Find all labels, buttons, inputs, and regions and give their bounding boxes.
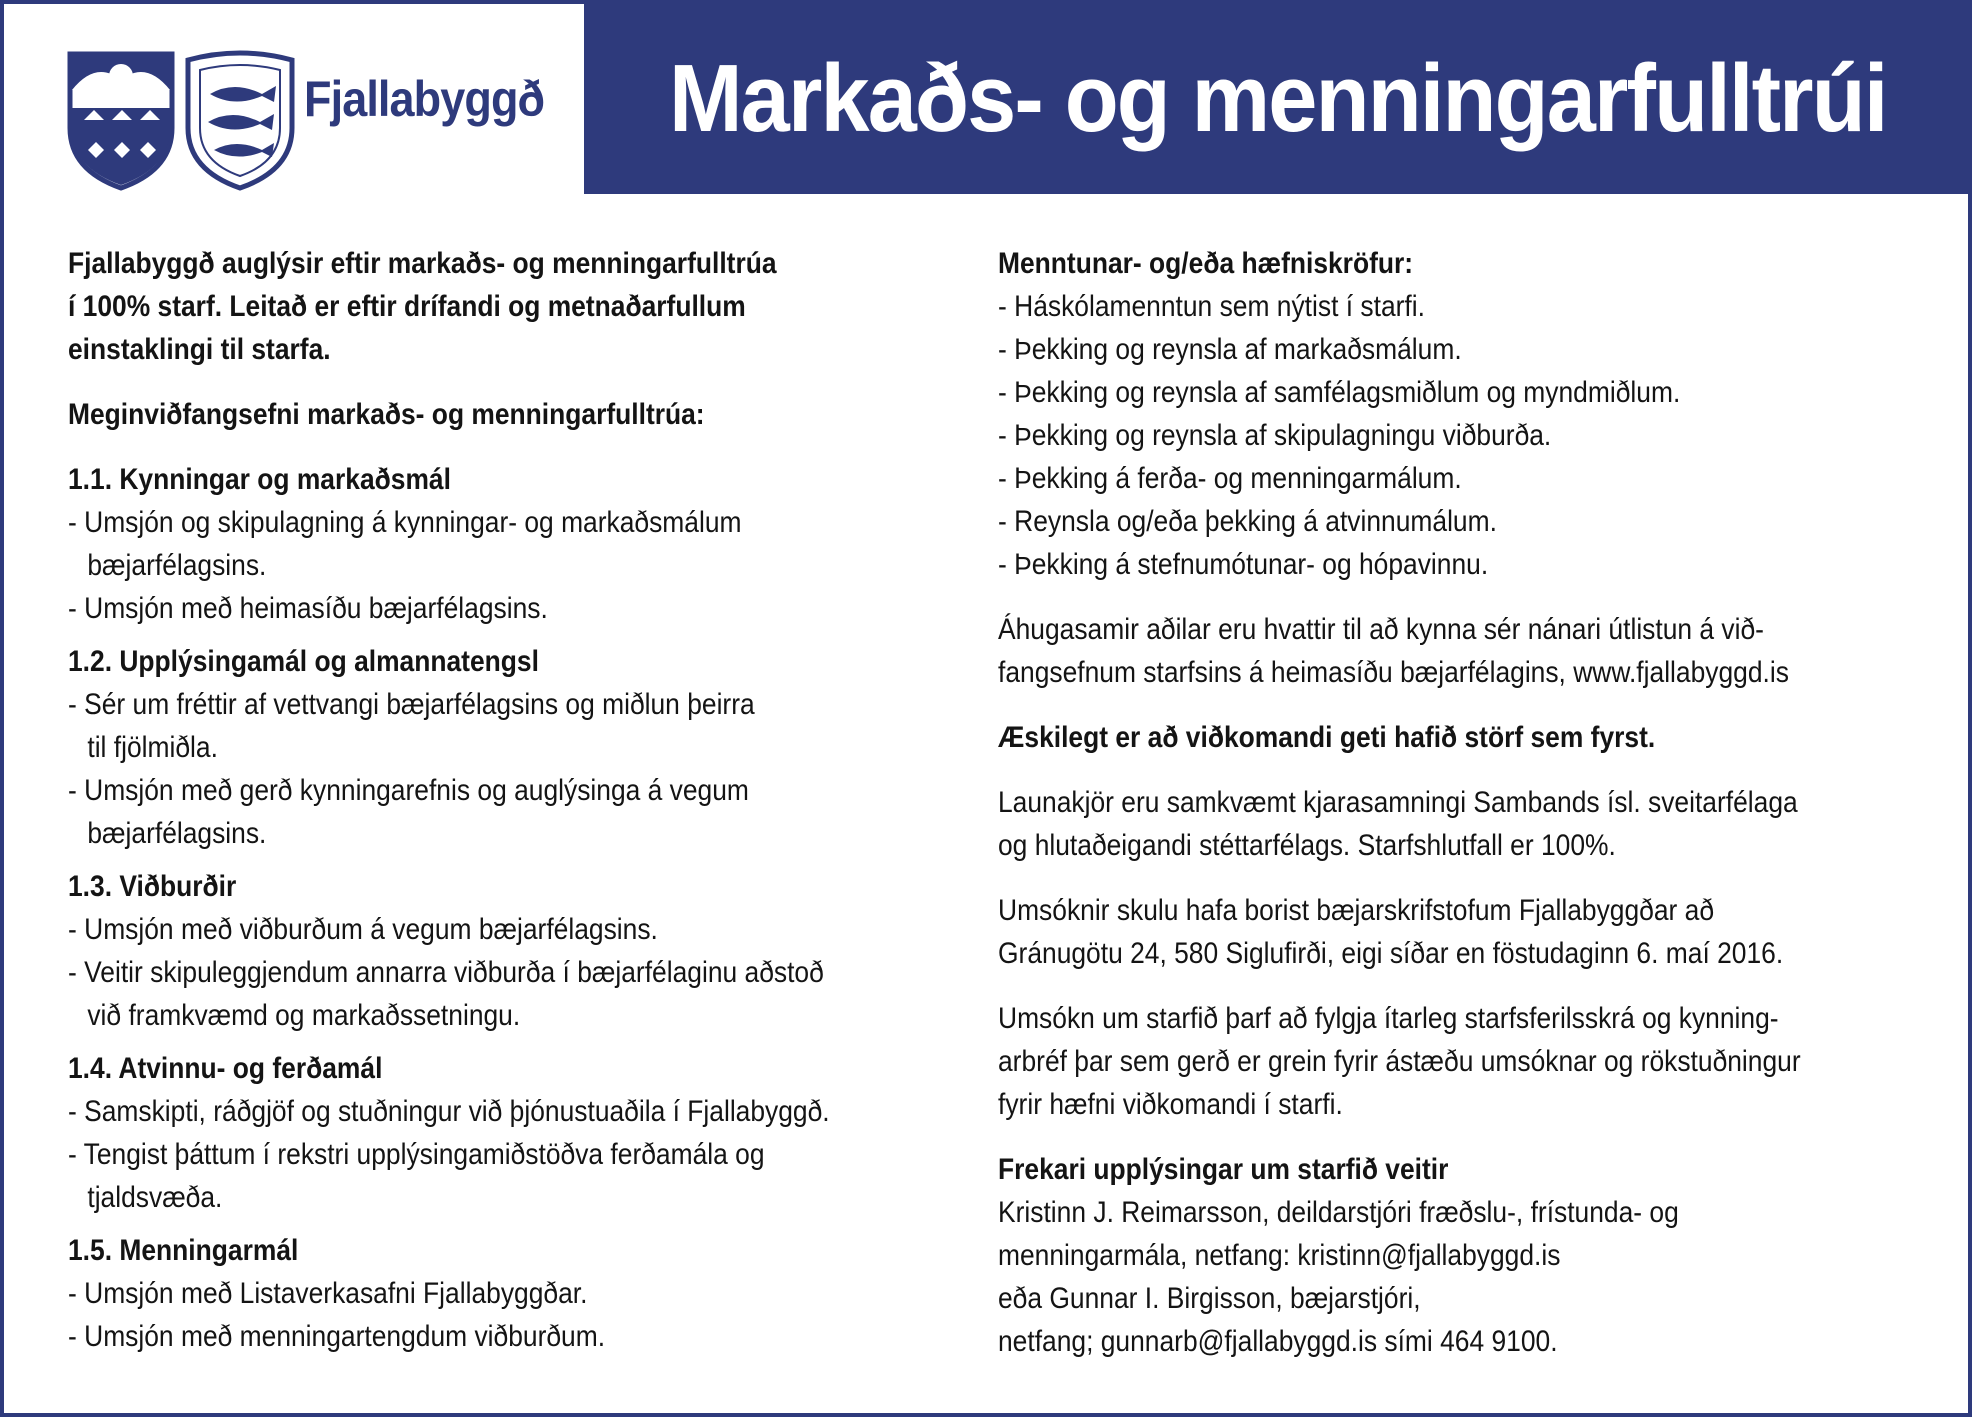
contact-heading: Frekari upplýsingar um starfið veitir bbox=[998, 1153, 1449, 1186]
municipality-logo bbox=[66, 50, 566, 200]
intro-line: Fjallabyggð auglýsir eftir markaðs- og menningarfulltrúa bbox=[68, 247, 777, 280]
item-line: - Umsjón með menningartengdum viðburðum. bbox=[68, 1320, 606, 1353]
info-paragraph bbox=[998, 716, 1931, 759]
paragraph-line: Launakjör eru samkvæmt kjarasamningi Sambands ísl. sveitarfélaga bbox=[998, 786, 1798, 819]
intro-line: einstaklingi til starfa. bbox=[68, 333, 331, 366]
item-line: við framkvæmd og markaðssetningu. bbox=[87, 999, 521, 1032]
intro-line: í 100% starf. Leitað er eftir drífandi og metnaðarfullum bbox=[68, 290, 746, 323]
item-line: bæjarfélagsins. bbox=[87, 817, 267, 850]
main-heading: Meginviðfangsefni markaðs- og menningarfulltrúa: bbox=[68, 398, 705, 431]
contact-line: netfang; gunnarb@fjallabyggd.is sími 464 9100. bbox=[998, 1325, 1558, 1358]
item-line: til fjölmiðla. bbox=[87, 731, 218, 764]
list-item bbox=[68, 683, 939, 769]
paragraph-line: Æskilegt er að viðkomandi geti hafið störf sem fyrst. bbox=[998, 721, 1656, 754]
section-heading: 1.5. Menningarmál bbox=[68, 1234, 299, 1267]
paragraph-line: fangsefnum starfsins á heimasíðu bæjarfélagins, www.fjallabyggd.is bbox=[998, 656, 1789, 689]
contact-line: menningarmála, netfang: kristinn@fjallabyggd.is bbox=[998, 1239, 1561, 1272]
info-paragraphs bbox=[998, 608, 1931, 1126]
requirement-item: - Reynsla og/eða þekking á atvinnumálum. bbox=[998, 505, 1497, 538]
section-block bbox=[68, 1229, 939, 1358]
page-title: Markaðs- og menningarfulltrúi bbox=[669, 45, 1887, 152]
paragraph-line: Áhugasamir aðilar eru hvattir til að kynna sér nánari útlistun á við- bbox=[998, 613, 1764, 646]
item-line: - Umsjón og skipulagning á kynningar- og markaðsmálum bbox=[68, 506, 742, 539]
section-block bbox=[68, 865, 939, 1037]
paragraph-line: Gránugötu 24, 580 Siglufirði, eigi síðar en föstudaginn 6. maí 2016. bbox=[998, 937, 1784, 970]
item-line: tjaldsvæða. bbox=[87, 1181, 223, 1214]
requirement-item: - Þekking og reynsla af skipulagningu viðburða. bbox=[998, 419, 1552, 452]
item-line: - Samskipti, ráðgjöf og stuðningur við þjónustuaðila í Fjallabyggð. bbox=[68, 1095, 830, 1128]
section-heading: 1.3. Viðburðir bbox=[68, 870, 237, 903]
section-heading: 1.2. Upplýsingamál og almannatengsl bbox=[68, 645, 539, 678]
item-line: bæjarfélagsins. bbox=[87, 549, 267, 582]
intro-text bbox=[68, 242, 939, 371]
requirement-item: - Þekking og reynsla af markaðsmálum. bbox=[998, 333, 1462, 366]
item-line: - Sér um fréttir af vettvangi bæjarfélagsins og miðlun þeirra bbox=[68, 688, 755, 721]
title-banner bbox=[584, 4, 1972, 194]
list-item bbox=[68, 1133, 939, 1219]
section-heading: 1.4. Atvinnu- og ferðamál bbox=[68, 1052, 383, 1085]
list-item bbox=[68, 951, 939, 1037]
section-block bbox=[68, 640, 939, 855]
paragraph-line: Umsóknir skulu hafa borist bæjarskrifstofum Fjallabyggðar að bbox=[998, 894, 1715, 927]
right-column bbox=[998, 242, 1931, 1363]
list-item bbox=[68, 908, 939, 951]
list-item bbox=[68, 769, 939, 855]
info-paragraph bbox=[998, 608, 1931, 694]
list-item bbox=[68, 1090, 939, 1133]
requirements-list bbox=[998, 285, 1931, 586]
info-paragraph bbox=[998, 781, 1931, 867]
requirement-item: - Þekking á ferða- og menningarmálum. bbox=[998, 462, 1462, 495]
contact-line: eða Gunnar I. Birgisson, bæjarstjóri, bbox=[998, 1282, 1421, 1315]
item-line: - Umsjón með gerð kynningarefnis og auglýsinga á vegum bbox=[68, 774, 749, 807]
requirements-heading: Menntunar- og/eða hæfniskröfur: bbox=[998, 247, 1414, 280]
info-paragraph bbox=[998, 889, 1931, 975]
brand-name: Fjallabyggð bbox=[304, 71, 545, 127]
list-item bbox=[68, 587, 939, 630]
list-item bbox=[68, 1315, 939, 1358]
item-line: - Umsjón með Listaverkasafni Fjallabyggðar. bbox=[68, 1277, 588, 1310]
item-line: - Veitir skipuleggjendum annarra viðburða í bæjarfélaginu aðstoð bbox=[68, 956, 824, 989]
fish-crest-icon bbox=[184, 50, 296, 192]
sections-list bbox=[68, 458, 939, 1358]
item-line: - Tengist þáttum í rekstri upplýsingamiðstöðva ferðamála og bbox=[68, 1138, 765, 1171]
item-line: - Umsjón með heimasíðu bæjarfélagsins. bbox=[68, 592, 548, 625]
paragraph-line: Umsókn um starfið þarf að fylgja ítarleg starfsferilsskrá og kynning- bbox=[998, 1002, 1779, 1035]
paragraph-line: arbréf þar sem gerð er grein fyrir ástæðu umsóknar og rökstuðningur bbox=[998, 1045, 1801, 1078]
section-block bbox=[68, 1047, 939, 1219]
coat-of-arms-icon bbox=[66, 50, 176, 192]
item-line: - Umsjón með viðburðum á vegum bæjarfélagsins. bbox=[68, 913, 658, 946]
list-item bbox=[68, 501, 939, 587]
paragraph-line: og hlutaðeigandi stéttarfélags. Starfshlutfall er 100%. bbox=[998, 829, 1616, 862]
contact-line: Kristinn J. Reimarsson, deildarstjóri fræðslu-, frístunda- og bbox=[998, 1196, 1679, 1229]
requirement-item: - Þekking á stefnumótunar- og hópavinnu. bbox=[998, 548, 1489, 581]
requirement-item: - Háskólamenntun sem nýtist í starfi. bbox=[998, 290, 1425, 323]
left-column bbox=[68, 242, 939, 1368]
requirement-item: - Þekking og reynsla af samfélagsmiðlum og myndmiðlum. bbox=[998, 376, 1681, 409]
contact-info bbox=[998, 1191, 1931, 1363]
info-paragraph bbox=[998, 997, 1931, 1126]
section-heading: 1.1. Kynningar og markaðsmál bbox=[68, 463, 451, 496]
paragraph-line: fyrir hæfni viðkomandi í starfi. bbox=[998, 1088, 1343, 1121]
list-item bbox=[68, 1272, 939, 1315]
section-block bbox=[68, 458, 939, 630]
